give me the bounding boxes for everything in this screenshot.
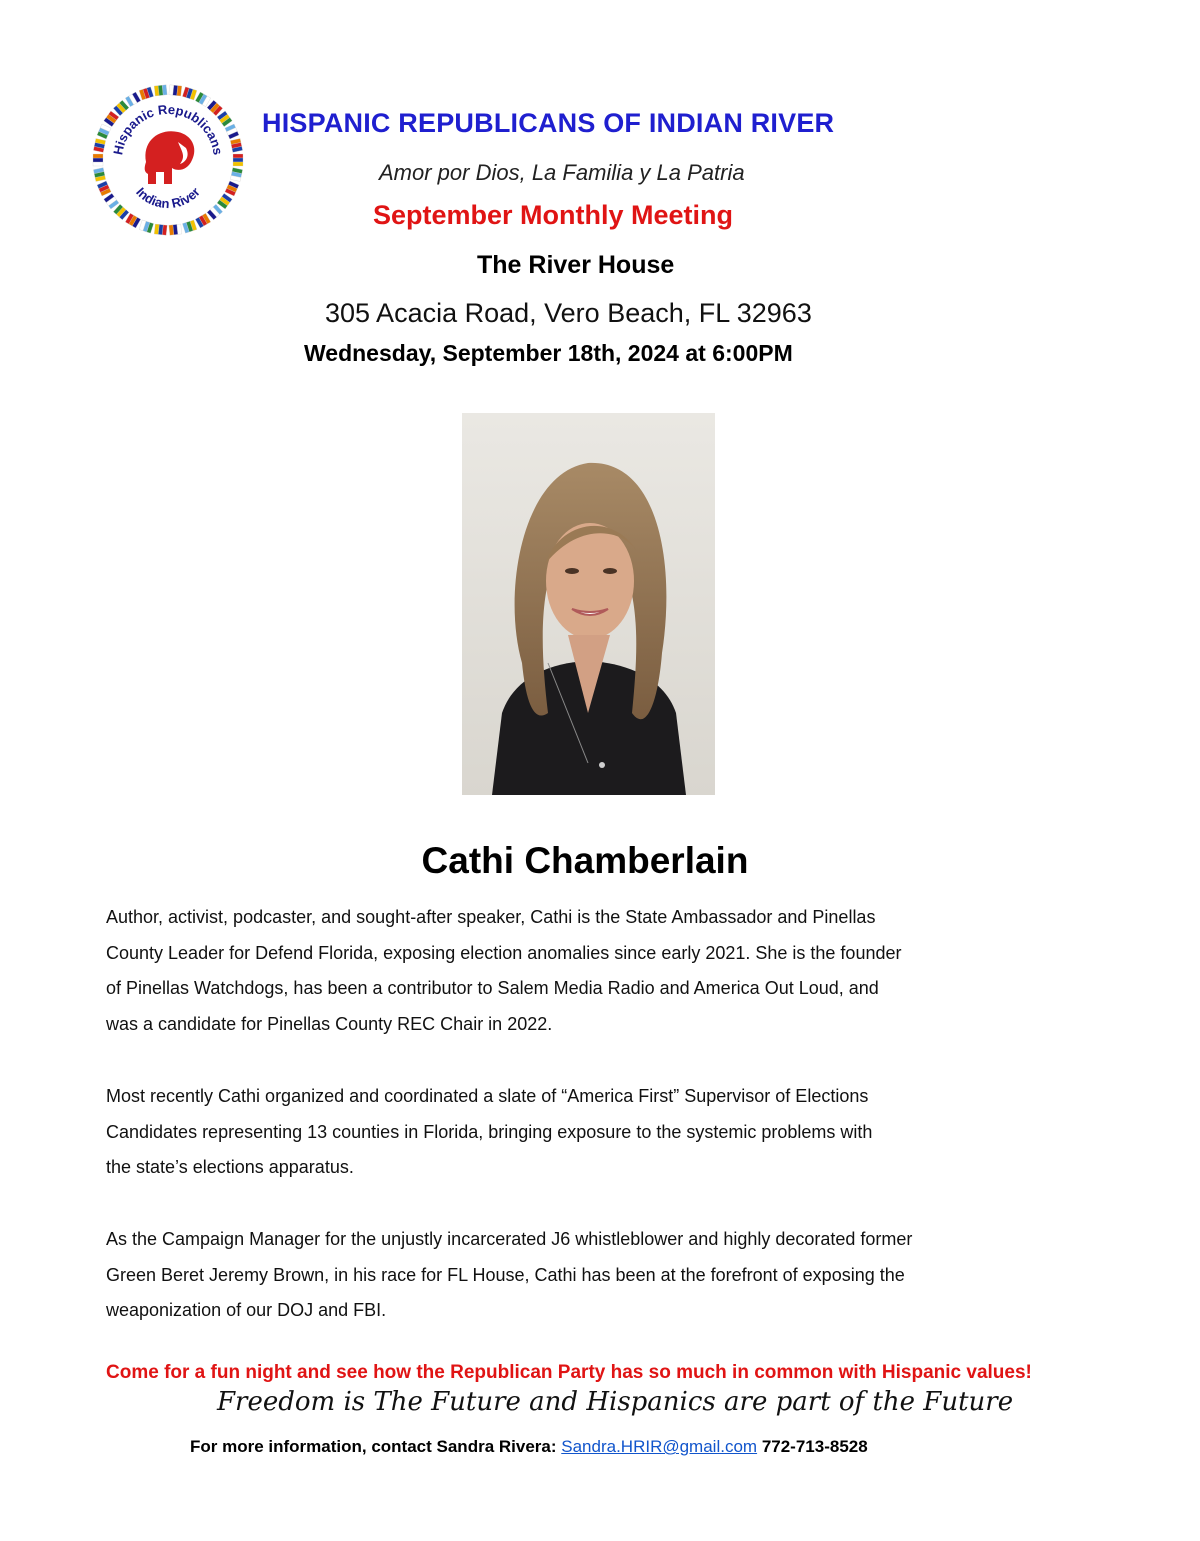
- organization-logo: [86, 78, 250, 242]
- logo-flag-mark: [139, 87, 154, 100]
- logo-flag-mark: [154, 224, 167, 235]
- bio-line: Author, activist, podcaster, and sought-after speaker, Cathi is the State Ambassador and Pinellas: [106, 907, 876, 927]
- speaker-portrait-photo-icon: [462, 413, 715, 795]
- speaker-photo: [462, 413, 715, 795]
- logo-flag-mark: [207, 100, 223, 115]
- logo-flag-mark: [97, 124, 111, 139]
- bio-line: Green Beret Jeremy Brown, in his race for FL House, Cathi has been at the forefront of exposing the: [106, 1264, 905, 1285]
- venue-address: 305 Acacia Road, Vero Beach, FL 32963: [325, 298, 812, 328]
- logo-flag-mark: [113, 100, 129, 115]
- logo-text-top: Hispanic Republicans: [110, 101, 226, 157]
- logo-flag-mark: [125, 213, 140, 228]
- contact-prefix: For more information, contact Sandra Rivera:: [190, 1437, 557, 1456]
- logo-flag-mark: [225, 124, 239, 139]
- bio-line: the state’s elections apparatus.: [106, 1157, 354, 1178]
- logo-flag-mark: [217, 193, 232, 209]
- contact-line: [190, 1437, 868, 1457]
- logo-flag-mark: [97, 181, 111, 196]
- meeting-title: September Monthly Meeting: [373, 200, 734, 230]
- contact-email-link[interactable]: Sandra.HRIR@gmail.com: [561, 1437, 758, 1456]
- logo-flag-mark: [93, 139, 105, 153]
- logo-flag-mark: [230, 139, 242, 153]
- logo-flag-mark: [154, 85, 167, 96]
- logo-flag-mark: [113, 204, 129, 219]
- logo-flag-mark: [93, 154, 103, 166]
- logo-flag-mark: [93, 168, 105, 182]
- logo-flag-mark: [125, 92, 140, 107]
- logo-flag-mark: [195, 213, 210, 228]
- logo-flag-mark: [139, 220, 154, 233]
- organization-title: HISPANIC REPUBLICANS OF INDIAN RIVER: [262, 108, 835, 138]
- logo-flag-mark: [225, 181, 239, 196]
- logo-flag-mark: [104, 111, 119, 127]
- logo-text-bottom: Indian River: [133, 184, 203, 212]
- logo-flag-mark: [230, 168, 242, 182]
- logo-flag-mark: [195, 92, 210, 107]
- bio-paragraph-2: [106, 1079, 1056, 1186]
- meeting-datetime: Wednesday, September 18th, 2024 at 6:00PM: [304, 340, 793, 366]
- bio-line: As the Campaign Manager for the unjustly incarcerated J6 whistleblower and highly decorated former: [106, 1229, 913, 1249]
- venue-name: The River House: [477, 251, 675, 279]
- bio-paragraph-1: [106, 900, 1056, 1042]
- bio-line: County Leader for Defend Florida, exposing election anomalies since early 2021. She is the founder: [106, 942, 902, 963]
- bio-line: weaponization of our DOJ and FBI.: [106, 1300, 387, 1321]
- call-to-action: Come for a fun night and see how the Republican Party has so much in common with Hispanic values!: [106, 1362, 1032, 1383]
- logo-flag-mark: [169, 224, 182, 235]
- slogan: Freedom is The Future and Hispanics are part of the Future: [217, 1387, 1014, 1417]
- motto: Amor por Dios, La Familia y La Patria: [379, 160, 745, 185]
- contact-phone: 772-713-8528: [761, 1437, 868, 1456]
- bio-line: Candidates representing 13 counties in Florida, bringing exposure to the systemic problems with: [106, 1121, 873, 1142]
- logo-flag-mark: [233, 154, 243, 166]
- flags-ring-elephant-logo-icon: [86, 78, 250, 242]
- bio-line: was a candidate for Pinellas County REC Chair in 2022.: [106, 1013, 553, 1034]
- logo-flag-mark: [182, 220, 197, 233]
- logo-flag-mark: [169, 85, 182, 96]
- speaker-name: Cathi Chamberlain: [421, 840, 749, 881]
- logo-flag-mark: [207, 204, 223, 219]
- logo-flag-mark: [182, 87, 197, 100]
- bio-line: Most recently Cathi organized and coordinated a slate of “America First” Supervisor of Elections: [106, 1086, 869, 1106]
- bio-paragraph-3: [106, 1222, 1056, 1329]
- logo-flag-mark: [217, 111, 232, 127]
- bio-line: of Pinellas Watchdogs, has been a contributor to Salem Media Radio and America Out Loud, and: [106, 978, 879, 999]
- logo-flag-mark: [104, 193, 119, 209]
